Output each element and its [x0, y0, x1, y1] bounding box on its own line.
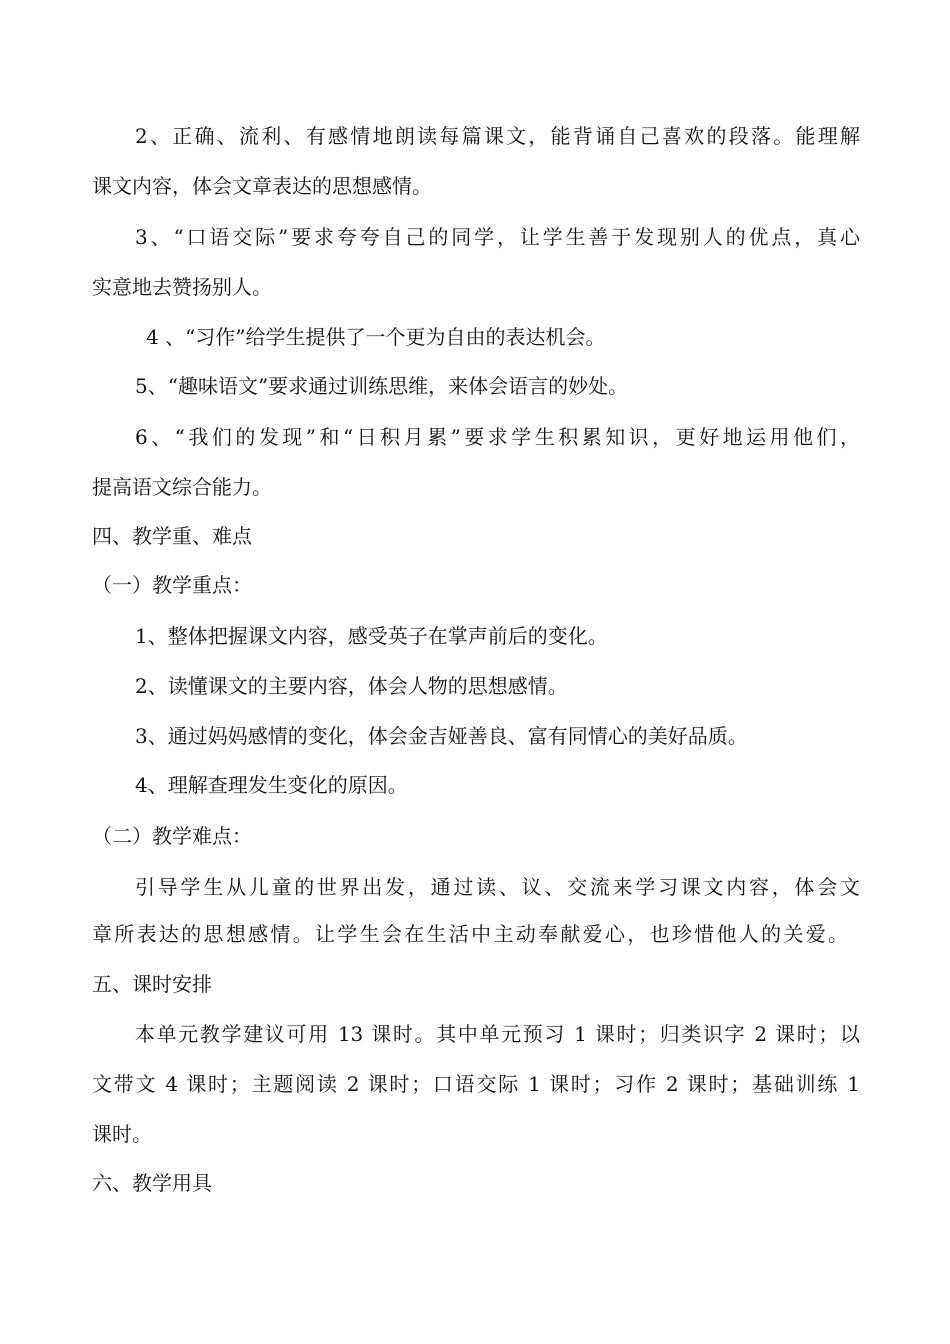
list-item: 3、通过妈妈感情的变化，体会金吉娅善良、富有同情心的美好品质。: [135, 724, 748, 748]
text-line: 6、“我们的发现”和“日积月累”要求学生积累知识，更好地运用他们，: [135, 425, 860, 449]
text-line: 课文内容，体会文章表达的思想感情。: [92, 174, 432, 198]
text-line: 实意地去赞扬别人。: [92, 275, 272, 299]
text-line: 文带文 4 课时；主题阅读 2 课时；口语交际 1 课时；习作 2 课时；基础训练 1: [92, 1072, 860, 1096]
section-heading: 四、教学重、难点: [92, 524, 252, 548]
list-item: 4、理解查理发生变化的原因。: [135, 773, 408, 797]
text-line: 5、“趣味语文”要求通过训练思维，来体会语言的妙处。: [135, 374, 629, 398]
list-item: 1、整体把握课文内容，感受英子在掌声前后的变化。: [135, 624, 608, 648]
text-line: 本单元教学建议可用 13 课时。其中单元预习 1 课时；归类识字 2 课时；以: [135, 1022, 860, 1046]
text-line: 引导学生从儿童的世界出发，通过读、议、交流来学习课文内容，体会文: [135, 875, 860, 899]
section-heading: 五、课时安排: [92, 972, 212, 996]
subsection-heading: （一）教学重点：: [92, 573, 252, 597]
subsection-heading: （二）教学难点：: [92, 824, 252, 848]
text-line: 提高语文综合能力。: [92, 475, 272, 499]
list-item: 2、读懂课文的主要内容，体会人物的思想感情。: [135, 674, 568, 698]
text-line: 3、“口语交际”要求夸夸自己的同学，让学生善于发现别人的优点，真心: [135, 225, 860, 249]
text-line: 4 、“习作”给学生提供了一个更为自由的表达机会。: [146, 325, 606, 349]
text-line: 章所表达的思想感情。让学生会在生活中主动奉献爱心，也珍惜他人的关爱。: [92, 922, 848, 946]
text-line: 课时。: [92, 1122, 152, 1146]
text-line: 2、正确、流利、有感情地朗读每篇课文，能背诵自己喜欢的段落。能理解: [135, 124, 860, 148]
section-heading: 六、教学用具: [92, 1171, 212, 1195]
